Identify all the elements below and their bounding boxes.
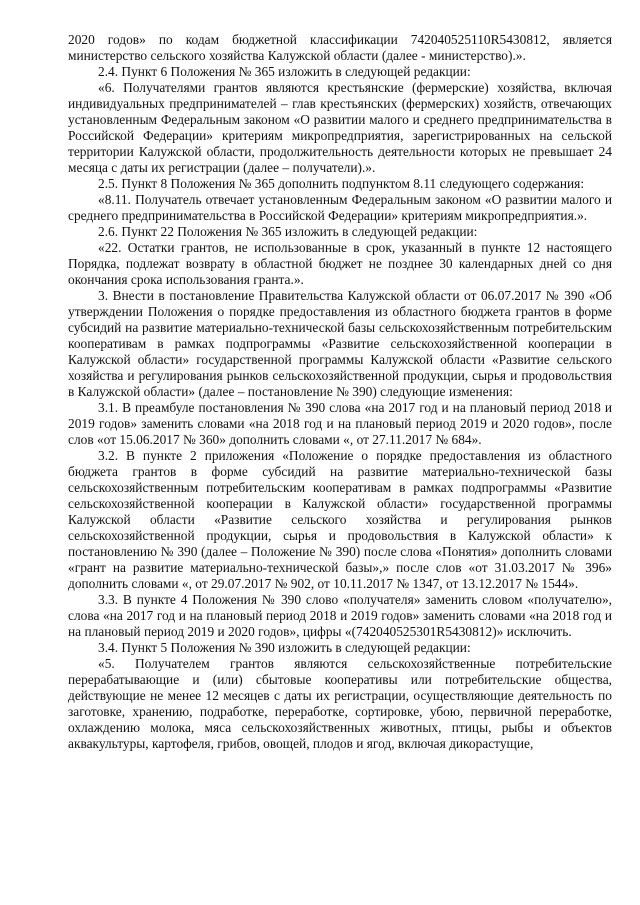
paragraph-2-6: 2.6. Пункт 22 Положения № 365 изложить в следующей редакции: xyxy=(98,224,478,239)
paragraph-2-4: 2.4. Пункт 6 Положения № 365 изложить в следующей редакции: xyxy=(98,64,471,79)
document-page xyxy=(68,32,612,752)
paragraph-3-4: 3.4. Пункт 5 Положения № 390 изложить в следующей редакции: xyxy=(98,640,471,655)
paragraph-quote-22: «22. Остатки грантов, не использованные в срок, указанный в пункте 12 настоящего Порядка, подлежат возврату в областной бюджет не позднее 30 календарных дней со дня окончания срока использования гранта.». xyxy=(68,240,612,287)
paragraph-quote-5: «5. Получателем грантов являются сельскохозяйственные потребительские перерабатывающие и (или) сбытовые кооперативы или потребительские общества, действующие не менее 12 месяцев с даты их регистрации, осуществляющие деятельность по заготовке, хранению, подработке, переработке, сортировке, убою, первичной переработке, охлаждению молока, мяса сельскохозяйственных животных, птицы, рыбы и объектов аквакультуры, картофеля, грибов, овощей, плодов и ягод, включая дикорастущие, xyxy=(68,656,612,751)
paragraph-quote-6: «6. Получателями грантов являются крестьянские (фермерские) хозяйства, включая индивидуальных предпринимателей – глав крестьянских (фермерских) хозяйств, отвечающих установленным Федеральным законом «О развитии малого и среднего предпринимательства в Российской Федерации» критериям микропредприятия, зарегистрированных на сельской территории Калужской области, продолжительность деятельности которых не превышает 24 месяца с даты их регистрации (далее – получатели).». xyxy=(68,80,612,175)
paragraph-continuation: 2020 годов» по кодам бюджетной классификации 742040525110R5430812, является министерство сельского хозяйства Калужской области (далее - министерство).». xyxy=(68,32,612,63)
paragraph-2-5: 2.5. Пункт 8 Положения № 365 дополнить подпунктом 8.11 следующего содержания: xyxy=(98,176,585,191)
paragraph-3-2: 3.2. В пункте 2 приложения «Положение о порядке предоставления из областного бюджета грантов в форме субсидий на развитие материально-технической базы сельскохозяйственным потребительским кооперативам в рамках подпрограммы «Развитие сельскохозяйственной кооперации в Калужской области» государственной программы Калужской области «Развитие сельского хозяйства и регулирования рынков сельскохозяйственной продукции, сырья и продовольствия в Калужской области» к постановлению № 390 (далее – Положение № 390) после слова «Понятия» дополнить словами «грант на развитие материально-технической базы»,» после слов «от 31.03.2017 № 396» дополнить словами «, от 29.07.2017 № 902, от 10.11.2017 № 1347, от 13.12.2017 № 1544». xyxy=(68,448,612,591)
paragraph-3-1: 3.1. В преамбуле постановления № 390 слова «на 2017 год и на плановый период 2018 и 2019 годов» заменить словами «на 2018 год и на плановый период 2019 и 2020 годов», после слов «от 15.06.2017 № 360» дополнить словами «, от 27.11.2017 № 684». xyxy=(68,400,612,447)
paragraph-quote-8-11: «8.11. Получатель отвечает установленным Федеральным законом «О развитии малого и среднего предпринимательства в Российской Федерации» критериям микропредприятия.». xyxy=(68,192,612,223)
paragraph-3-3: 3.3. В пункте 4 Положения № 390 слово «получателя» заменить словом «получателю», слова «на 2017 год и на плановый период 2018 и 2019 годов» заменить словами «на 2018 год и на плановый период 2019 и 2020 годов», цифры «(742040525301R5430812)» исключить. xyxy=(68,592,612,639)
paragraph-3: 3. Внести в постановление Правительства Калужской области от 06.07.2017 № 390 «Об утверждении Положения о порядке предоставления из областного бюджета грантов в форме субсидий на развитие материально-технической базы сельскохозяйственным потребительским кооперативам в рамках подпрограммы «Развитие сельскохозяйственной кооперации в Калужской области» государственной программы Калужской области «Развитие сельского хозяйства и регулирования рынков сельскохозяйственной продукции, сырья и продовольствия в Калужской области» (далее – постановление № 390) следующие изменения: xyxy=(68,288,612,399)
